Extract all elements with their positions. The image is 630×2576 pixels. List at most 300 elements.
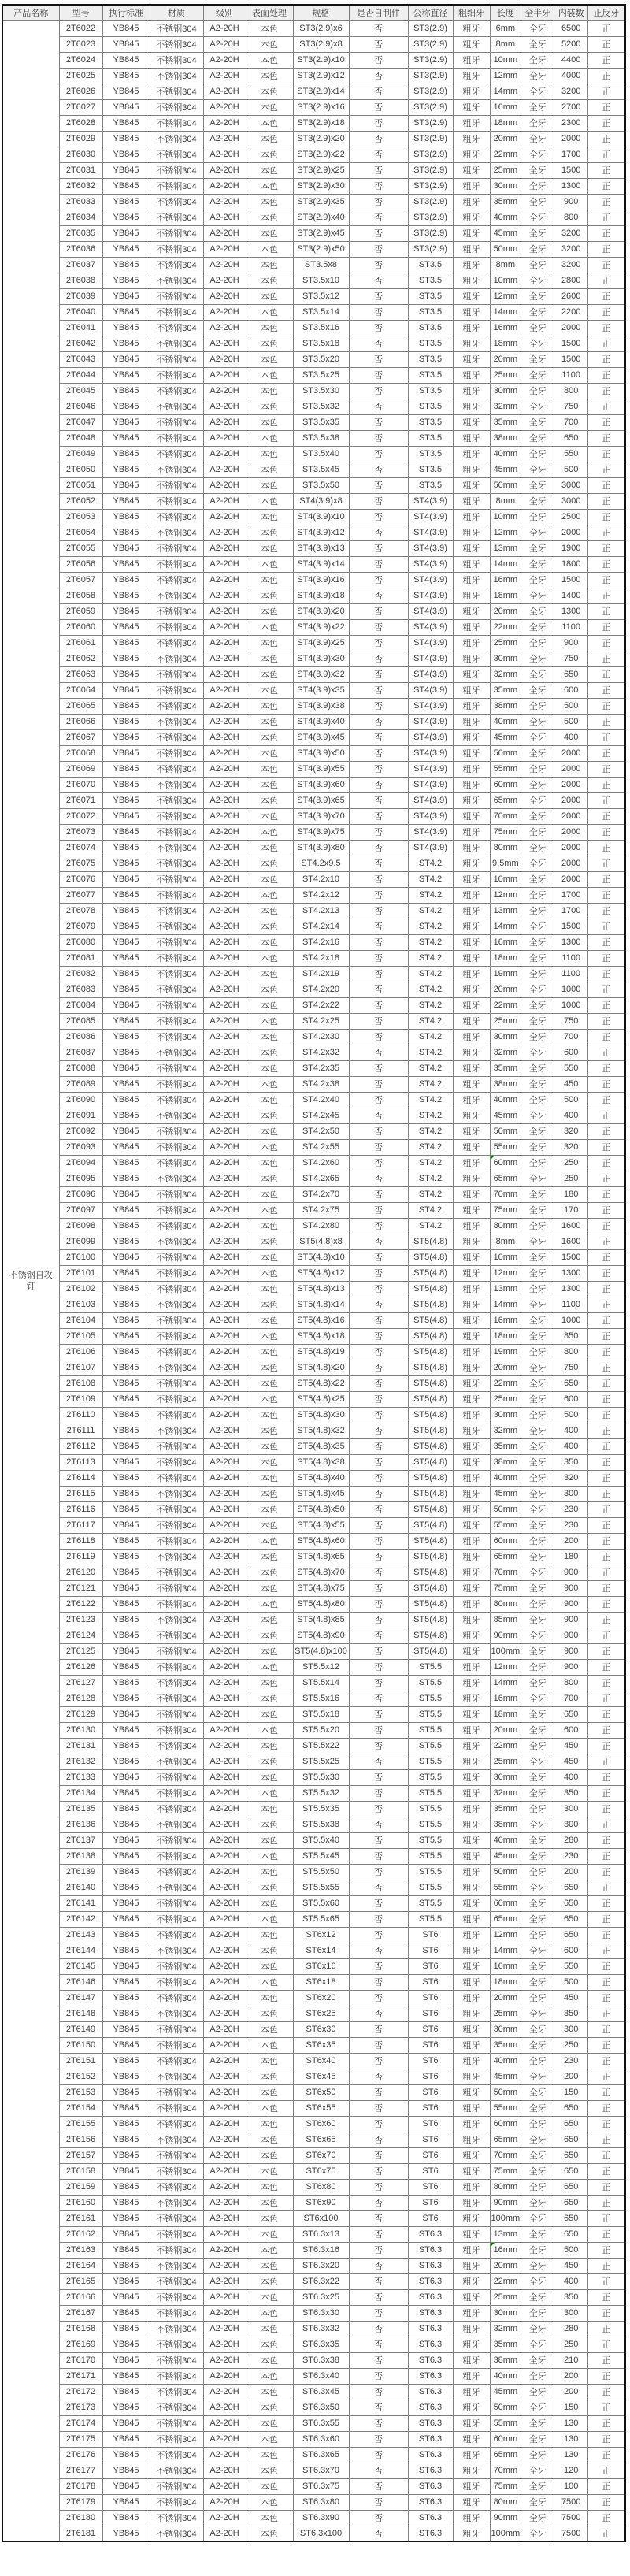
cell-model: 2T6128 [59,1691,102,1706]
cell-self-made: 否 [349,1880,408,1895]
cell-standard: YB845 [102,792,150,808]
cell-surface: 本色 [246,982,293,997]
cell-standard: YB845 [102,934,150,950]
table-row [2,1958,625,1974]
cell-standard: YB845 [102,320,150,336]
cell-model: 2T6078 [59,903,102,919]
cell-thread-coverage: 全牙 [521,477,554,493]
cell-thread-type: 粗牙 [453,1990,490,2006]
cell-standard: YB845 [102,2210,150,2226]
cell-model: 2T6124 [59,1628,102,1643]
cell-thread-coverage: 全牙 [521,462,554,477]
cell-material: 不锈钢304 [150,1880,203,1895]
cell-spec: ST6x80 [293,2179,349,2195]
cell-spec: ST4.2x10 [293,871,349,887]
cell-grade: A2-20H [203,651,246,666]
cell-thread-coverage: 全牙 [521,367,554,383]
cell-thread-type: 粗牙 [453,808,490,824]
cell-material: 不锈钢304 [150,36,203,52]
cell-self-made: 否 [349,2463,408,2478]
cell-diameter: ST3.5 [408,367,453,383]
cell-length: 80mm [490,840,521,856]
cell-qty: 1500 [554,351,588,367]
cell-spec: ST3.5x35 [293,414,349,430]
cell-thread-type: 粗牙 [453,1895,490,1911]
cell-qty: 130 [554,2415,588,2431]
cell-length: 30mm [490,2305,521,2321]
cell-length: 9.5mm [490,856,521,871]
cell-standard: YB845 [102,351,150,367]
cell-qty: 1800 [554,556,588,572]
cell-direction: 正 [588,871,625,887]
cell-length: 25mm [490,2289,521,2305]
cell-surface: 本色 [246,1864,293,1880]
cell-thread-type: 粗牙 [453,1265,490,1281]
cell-model: 2T6052 [59,493,102,509]
cell-surface: 本色 [246,2400,293,2415]
cell-thread-coverage: 全牙 [521,1249,554,1265]
cell-length: 8mm [490,257,521,273]
cell-model: 2T6173 [59,2400,102,2415]
table-row [2,2305,625,2321]
table-row [2,225,625,241]
cell-self-made: 否 [349,414,408,430]
cell-surface: 本色 [246,2179,293,2195]
cell-surface: 本色 [246,1391,293,1407]
cell-material: 不锈钢304 [150,1769,203,1785]
table-row [2,2132,625,2147]
cell-thread-coverage: 全牙 [521,934,554,950]
cell-thread-type: 粗牙 [453,997,490,1013]
cell-standard: YB845 [102,1265,150,1281]
cell-length: 65mm [490,792,521,808]
cell-qty: 450 [554,2258,588,2273]
cell-model: 2T6094 [59,1155,102,1171]
cell-thread-coverage: 全牙 [521,1580,554,1596]
cell-surface: 本色 [246,131,293,147]
cell-standard: YB845 [102,1549,150,1565]
cell-length: 50mm [490,1123,521,1139]
cell-diameter: ST3.5 [408,462,453,477]
cell-diameter: ST5(4.8) [408,1234,453,1249]
cell-surface: 本色 [246,651,293,666]
cell-spec: ST3(2.9)x22 [293,147,349,162]
cell-thread-coverage: 全牙 [521,950,554,966]
cell-direction: 正 [588,115,625,131]
cell-material: 不锈钢304 [150,2321,203,2337]
cell-thread-coverage: 全牙 [521,1769,554,1785]
cell-material: 不锈钢304 [150,509,203,525]
cell-length: 35mm [490,1801,521,1817]
cell-surface: 本色 [246,1643,293,1659]
cell-length: 70mm [490,1186,521,1202]
cell-thread-coverage: 全牙 [521,304,554,320]
cell-length: 35mm [490,1060,521,1076]
cell-model: 2T6089 [59,1076,102,1092]
cell-direction: 正 [588,1092,625,1108]
cell-self-made: 否 [349,1927,408,1943]
cell-diameter: ST6 [408,2147,453,2163]
cell-material: 不锈钢304 [150,1517,203,1533]
cell-qty: 4400 [554,52,588,68]
cell-self-made: 否 [349,273,408,288]
cell-spec: ST5.5x12 [293,1659,349,1675]
cell-self-made: 否 [349,2021,408,2037]
cell-length: 13mm [490,903,521,919]
cell-model: 2T6098 [59,1218,102,1234]
cell-surface: 本色 [246,1045,293,1060]
cell-qty: 150 [554,2400,588,2415]
cell-diameter: ST3(2.9) [408,68,453,84]
cell-spec: ST5(4.8)x60 [293,1533,349,1549]
cell-surface: 本色 [246,698,293,714]
cell-self-made: 否 [349,1754,408,1769]
cell-thread-coverage: 全牙 [521,2289,554,2305]
cell-material: 不锈钢304 [150,1092,203,1108]
cell-self-made: 否 [349,1139,408,1155]
cell-model: 2T6165 [59,2273,102,2289]
cell-direction: 正 [588,493,625,509]
cell-length: 25mm [490,635,521,651]
cell-diameter: ST4.2 [408,982,453,997]
cell-material: 不锈钢304 [150,1549,203,1565]
cell-self-made: 否 [349,399,408,414]
cell-surface: 本色 [246,1990,293,2006]
cell-surface: 本色 [246,2384,293,2400]
table-row [2,1092,625,1108]
cell-self-made: 否 [349,2526,408,2541]
cell-material: 不锈钢304 [150,2510,203,2526]
cell-thread-coverage: 全牙 [521,1958,554,1974]
cell-grade: A2-20H [203,1580,246,1596]
table-row [2,320,625,336]
cell-diameter: ST5(4.8) [408,1517,453,1533]
cell-direction: 正 [588,430,625,446]
cell-spec: ST5.5x60 [293,1895,349,1911]
cell-material: 不锈钢304 [150,178,203,194]
cell-thread-coverage: 全牙 [521,1155,554,1171]
table-row [2,367,625,383]
cell-thread-type: 粗牙 [453,367,490,383]
cell-standard: YB845 [102,2069,150,2084]
cell-direction: 正 [588,1801,625,1817]
cell-model: 2T6132 [59,1754,102,1769]
cell-surface: 本色 [246,383,293,399]
cell-model: 2T6120 [59,1565,102,1580]
cell-diameter: ST6 [408,2132,453,2147]
cell-model: 2T6038 [59,273,102,288]
cell-diameter: ST3.5 [408,320,453,336]
cell-thread-coverage: 全牙 [521,1186,554,1202]
cell-diameter: ST3(2.9) [408,225,453,241]
cell-thread-type: 粗牙 [453,115,490,131]
table-row [2,383,625,399]
cell-thread-type: 粗牙 [453,2021,490,2037]
cell-diameter: ST3.5 [408,383,453,399]
cell-direction: 正 [588,367,625,383]
cell-spec: ST4.2x45 [293,1108,349,1123]
cell-direction: 正 [588,1832,625,1848]
cell-material: 不锈钢304 [150,1360,203,1375]
cell-self-made: 否 [349,1328,408,1344]
cell-thread-coverage: 全牙 [521,1486,554,1501]
cell-length: 32mm [490,1045,521,1060]
cell-thread-type: 粗牙 [453,588,490,603]
cell-diameter: ST6.3 [408,2273,453,2289]
cell-grade: A2-20H [203,1249,246,1265]
cell-surface: 本色 [246,2352,293,2368]
cell-length: 18mm [490,950,521,966]
cell-thread-type: 粗牙 [453,2510,490,2526]
cell-grade: A2-20H [203,2305,246,2321]
cell-length: 30mm [490,1407,521,1423]
cell-diameter: ST4(3.9) [408,619,453,635]
cell-qty: 230 [554,1501,588,1517]
cell-material: 不锈钢304 [150,1628,203,1643]
cell-spec: ST6x70 [293,2147,349,2163]
cell-self-made: 否 [349,493,408,509]
table-row [2,2179,625,2195]
cell-self-made: 否 [349,540,408,556]
cell-thread-type: 粗牙 [453,1407,490,1423]
cell-qty: 650 [554,2163,588,2179]
cell-direction: 正 [588,777,625,792]
table-row [2,1202,625,1218]
cell-self-made: 否 [349,1423,408,1438]
cell-qty: 500 [554,1092,588,1108]
cell-qty: 1500 [554,1249,588,1265]
column-header: 材质 [150,5,203,20]
cell-self-made: 否 [349,871,408,887]
cell-surface: 本色 [246,525,293,540]
cell-self-made: 否 [349,1281,408,1297]
cell-thread-coverage: 全牙 [521,493,554,509]
cell-thread-coverage: 全牙 [521,1612,554,1628]
cell-diameter: ST6.3 [408,2415,453,2431]
cell-diameter: ST5(4.8) [408,1643,453,1659]
cell-grade: A2-20H [203,1596,246,1612]
cell-surface: 本色 [246,619,293,635]
cell-spec: ST3.5x20 [293,351,349,367]
cell-length: 40mm [490,1092,521,1108]
cell-standard: YB845 [102,950,150,966]
cell-grade: A2-20H [203,1139,246,1155]
cell-thread-coverage: 全牙 [521,2021,554,2037]
cell-length: 18mm [490,336,521,351]
cell-self-made: 否 [349,777,408,792]
cell-length: 50mm [490,745,521,761]
cell-spec: ST5.5x55 [293,1880,349,1895]
cell-standard: YB845 [102,2100,150,2116]
cell-material: 不锈钢304 [150,477,203,493]
cell-spec: ST4.2x75 [293,1202,349,1218]
table-row [2,241,625,257]
cell-thread-type: 粗牙 [453,257,490,273]
cell-model: 2T6042 [59,336,102,351]
cell-diameter: ST5.5 [408,1769,453,1785]
cell-length: 22mm [490,997,521,1013]
cell-material: 不锈钢304 [150,2226,203,2242]
cell-diameter: ST3(2.9) [408,20,453,36]
cell-direction: 正 [588,1470,625,1486]
table-row [2,1407,625,1423]
cell-diameter: ST4(3.9) [408,603,453,619]
cell-diameter: ST6 [408,2195,453,2210]
cell-spec: ST3.5x16 [293,320,349,336]
cell-grade: A2-20H [203,1123,246,1139]
cell-thread-coverage: 全牙 [521,729,554,745]
cell-thread-type: 粗牙 [453,304,490,320]
cell-direction: 正 [588,1344,625,1360]
cell-thread-type: 粗牙 [453,635,490,651]
cell-thread-coverage: 全牙 [521,1895,554,1911]
cell-thread-coverage: 全牙 [521,666,554,682]
cell-length: 45mm [490,1108,521,1123]
cell-direction: 正 [588,856,625,871]
cell-qty: 650 [554,2195,588,2210]
cell-direction: 正 [588,2447,625,2463]
cell-surface: 本色 [246,2273,293,2289]
cell-material: 不锈钢304 [150,2132,203,2147]
table-row [2,162,625,178]
cell-direction: 正 [588,1848,625,1864]
cell-spec: ST4.2x13 [293,903,349,919]
cell-thread-type: 粗牙 [453,950,490,966]
cell-thread-coverage: 全牙 [521,1013,554,1029]
cell-surface: 本色 [246,241,293,257]
cell-model: 2T6110 [59,1407,102,1423]
table-row [2,950,625,966]
cell-direction: 正 [588,257,625,273]
cell-length: 32mm [490,666,521,682]
cell-self-made: 否 [349,1675,408,1691]
cell-qty: 1300 [554,178,588,194]
cell-spec: ST6.3x40 [293,2368,349,2384]
cell-standard: YB845 [102,1864,150,1880]
table-row [2,666,625,682]
cell-direction: 正 [588,336,625,351]
cell-material: 不锈钢304 [150,225,203,241]
cell-qty: 900 [554,1580,588,1596]
cell-surface: 本色 [246,1423,293,1438]
cell-self-made: 否 [349,856,408,871]
cell-direction: 正 [588,2289,625,2305]
cell-spec: ST5.5x18 [293,1706,349,1722]
cell-material: 不锈钢304 [150,934,203,950]
cell-surface: 本色 [246,1549,293,1565]
cell-model: 2T6117 [59,1517,102,1533]
cell-qty: 400 [554,1769,588,1785]
cell-standard: YB845 [102,2337,150,2352]
cell-grade: A2-20H [203,1659,246,1675]
cell-qty: 650 [554,1927,588,1943]
cell-material: 不锈钢304 [150,1076,203,1092]
cell-qty: 180 [554,1549,588,1565]
cell-spec: ST4(3.9)x70 [293,808,349,824]
cell-direction: 正 [588,698,625,714]
cell-spec: ST4.2x70 [293,1186,349,1202]
cell-diameter: ST3.5 [408,288,453,304]
cell-thread-coverage: 全牙 [521,115,554,131]
cell-spec: ST3(2.9)x12 [293,68,349,84]
cell-self-made: 否 [349,1155,408,1171]
cell-direction: 正 [588,2053,625,2069]
cell-spec: ST6.3x20 [293,2258,349,2273]
cell-self-made: 否 [349,1738,408,1754]
cell-length: 40mm [490,1832,521,1848]
cell-model: 2T6126 [59,1659,102,1675]
cell-self-made: 否 [349,2195,408,2210]
cell-direction: 正 [588,1123,625,1139]
cell-standard: YB845 [102,1060,150,1076]
cell-spec: ST6.3x38 [293,2352,349,2368]
table-row [2,2273,625,2289]
cell-material: 不锈钢304 [150,2305,203,2321]
cell-grade: A2-20H [203,1202,246,1218]
cell-material: 不锈钢304 [150,399,203,414]
cell-standard: YB845 [102,1171,150,1186]
cell-thread-coverage: 全牙 [521,1675,554,1691]
cell-surface: 本色 [246,1817,293,1832]
cell-standard: YB845 [102,99,150,115]
cell-surface: 本色 [246,1186,293,1202]
cell-qty: 280 [554,2321,588,2337]
table-row [2,1832,625,1848]
cell-model: 2T6168 [59,2321,102,2337]
cell-length: 13mm [490,1281,521,1297]
cell-spec: ST6.3x35 [293,2337,349,2352]
table-row [2,99,625,115]
cell-direction: 正 [588,1218,625,1234]
cell-grade: A2-20H [203,68,246,84]
cell-thread-coverage: 全牙 [521,540,554,556]
cell-surface: 本色 [246,1895,293,1911]
cell-qty: 750 [554,399,588,414]
cell-model: 2T6072 [59,808,102,824]
cell-qty: 1900 [554,540,588,556]
column-header: 粗细牙 [453,5,490,20]
column-header: 规格 [293,5,349,20]
cell-grade: A2-20H [203,1344,246,1360]
cell-grade: A2-20H [203,525,246,540]
cell-length: 30mm [490,178,521,194]
cell-diameter: ST5.5 [408,1659,453,1675]
cell-diameter: ST4.2 [408,919,453,934]
cell-material: 不锈钢304 [150,651,203,666]
cell-direction: 正 [588,887,625,903]
cell-direction: 正 [588,446,625,462]
cell-grade: A2-20H [203,1738,246,1754]
table-row [2,304,625,320]
cell-length: 10mm [490,1249,521,1265]
cell-diameter: ST6 [408,1943,453,1958]
cell-standard: YB845 [102,1139,150,1155]
cell-qty: 750 [554,1013,588,1029]
cell-length: 45mm [490,225,521,241]
cell-self-made: 否 [349,1076,408,1092]
table-row [2,430,625,446]
cell-thread-coverage: 全牙 [521,1265,554,1281]
cell-qty: 900 [554,1628,588,1643]
cell-length: 30mm [490,1029,521,1045]
cell-length: 75mm [490,824,521,840]
cell-self-made: 否 [349,430,408,446]
cell-length: 25mm [490,1754,521,1769]
cell-self-made: 否 [349,1817,408,1832]
cell-model: 2T6106 [59,1344,102,1360]
cell-material: 不锈钢304 [150,2053,203,2069]
cell-model: 2T6041 [59,320,102,336]
